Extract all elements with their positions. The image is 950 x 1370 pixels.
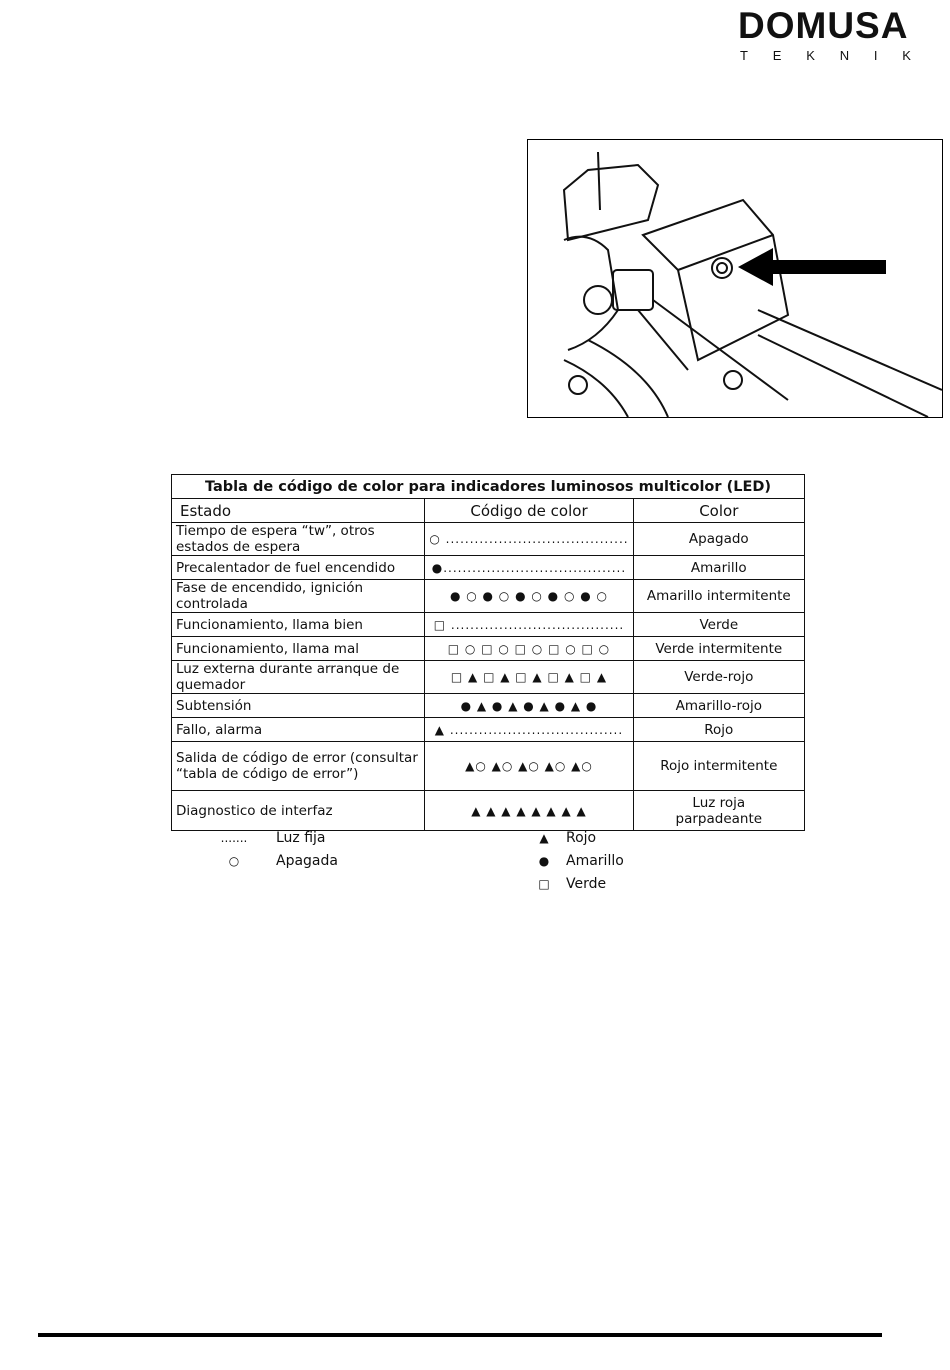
legend-label: Apagada bbox=[276, 852, 338, 869]
steady-symbol: ....... bbox=[220, 830, 248, 845]
legend-label: Verde bbox=[566, 875, 607, 892]
estado-cell: Subtensión bbox=[172, 694, 425, 718]
color-cell: Amarillo intermitente bbox=[633, 580, 804, 613]
logo-letter: T bbox=[740, 48, 748, 63]
table-row bbox=[172, 556, 805, 580]
table-row bbox=[172, 661, 805, 694]
code-cell: ● ○ ● ○ ● ○ ● ○ ● ○ bbox=[425, 580, 633, 613]
burner-led-figure bbox=[527, 139, 943, 418]
code-cell: ▲ ▲ ▲ ▲ ▲ ▲ ▲ ▲ bbox=[425, 791, 633, 831]
estado-cell: Precalentador de fuel encendido bbox=[172, 556, 425, 580]
led-color-code-table bbox=[171, 474, 805, 831]
legend-item bbox=[522, 826, 624, 849]
footer-rule bbox=[38, 1333, 882, 1337]
legend-item bbox=[212, 826, 338, 849]
estado-cell: Tiempo de espera “tw”, otros estados de espera bbox=[172, 523, 425, 556]
logo-letter: N bbox=[839, 48, 850, 63]
color-cell: Amarillo bbox=[633, 556, 804, 580]
legend-item bbox=[212, 849, 338, 872]
code-cell: ▲ .................................... bbox=[425, 718, 633, 742]
off-circle-icon: ○ bbox=[228, 853, 240, 868]
triangle-icon: ▲ bbox=[539, 830, 549, 845]
code-cell: ○ ...................................... bbox=[425, 523, 633, 556]
square-icon: □ bbox=[538, 876, 550, 891]
table-row bbox=[172, 580, 805, 613]
estado-cell: Fallo, alarma bbox=[172, 718, 425, 742]
logo-letter: K bbox=[902, 48, 911, 63]
header-codigo: Código de color bbox=[425, 499, 633, 523]
arrow-icon bbox=[738, 248, 886, 286]
code-cell: ●...................................... bbox=[425, 556, 633, 580]
burner-drawing bbox=[528, 140, 942, 417]
filled-circle-icon: ● bbox=[538, 853, 550, 868]
table-row bbox=[172, 742, 805, 791]
logo-letter: I bbox=[873, 48, 878, 63]
table-row bbox=[172, 694, 805, 718]
color-cell: Rojo bbox=[633, 718, 804, 742]
color-cell: Luz roja parpadeante bbox=[633, 791, 804, 831]
code-cell: □ .................................... bbox=[425, 613, 633, 637]
logo-main: DOMUSA bbox=[738, 5, 909, 46]
code-cell: ● ▲ ● ▲ ● ▲ ● ▲ ● bbox=[425, 694, 633, 718]
legend-right bbox=[522, 826, 624, 895]
legend-item bbox=[522, 872, 624, 895]
legend-label: Amarillo bbox=[566, 852, 624, 869]
legend-label: Rojo bbox=[566, 829, 597, 846]
legend-item bbox=[522, 849, 624, 872]
estado-cell: Luz externa durante arranque de quemador bbox=[172, 661, 425, 694]
logo-letter: E bbox=[772, 48, 782, 63]
estado-cell: Funcionamiento, llama mal bbox=[172, 637, 425, 661]
estado-cell: Salida de código de error (consultar “tabla de código de error”) bbox=[172, 742, 425, 791]
table-row bbox=[172, 718, 805, 742]
table-row bbox=[172, 613, 805, 637]
color-cell: Apagado bbox=[633, 523, 804, 556]
estado-cell: Fase de encendido, ignición controlada bbox=[172, 580, 425, 613]
color-cell: Verde-rojo bbox=[633, 661, 804, 694]
code-cell: □ ▲ □ ▲ □ ▲ □ ▲ □ ▲ bbox=[425, 661, 633, 694]
color-cell: Verde bbox=[633, 613, 804, 637]
code-cell: ▲○ ▲○ ▲○ ▲○ ▲○ bbox=[425, 742, 633, 791]
color-cell: Amarillo-rojo bbox=[633, 694, 804, 718]
domusa-logo bbox=[738, 6, 913, 63]
table-row bbox=[172, 637, 805, 661]
estado-cell: Funcionamiento, llama bien bbox=[172, 613, 425, 637]
table-title: Tabla de código de color para indicadores luminosos multicolor (LED) bbox=[172, 475, 805, 499]
legend-left bbox=[212, 826, 338, 872]
logo-sub bbox=[738, 48, 913, 63]
header-estado: Estado bbox=[172, 499, 425, 523]
legend-label: Luz fija bbox=[276, 829, 326, 846]
code-cell: □ ○ □ ○ □ ○ □ ○ □ ○ bbox=[425, 637, 633, 661]
color-cell: Rojo intermitente bbox=[633, 742, 804, 791]
color-cell: Verde intermitente bbox=[633, 637, 804, 661]
estado-cell: Diagnostico de interfaz bbox=[172, 791, 425, 831]
table-row bbox=[172, 791, 805, 831]
logo-letter: K bbox=[806, 48, 815, 63]
header-color: Color bbox=[633, 499, 804, 523]
table-row bbox=[172, 523, 805, 556]
